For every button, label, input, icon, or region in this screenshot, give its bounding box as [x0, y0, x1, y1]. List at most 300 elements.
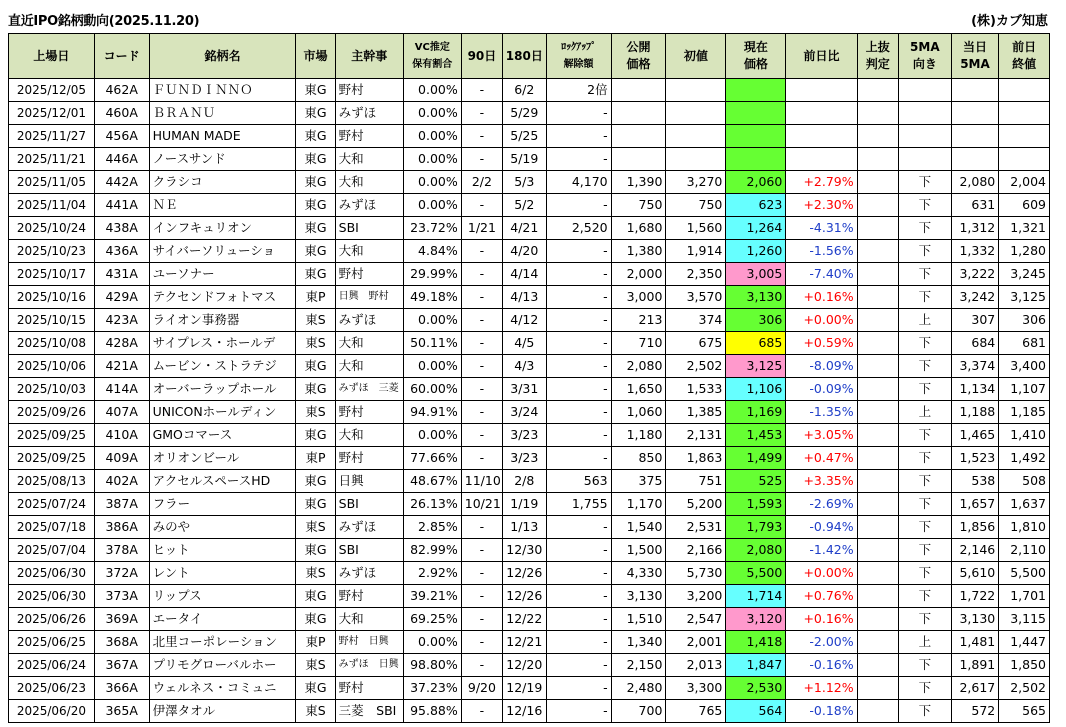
ma5-today-cell: 1,312: [951, 217, 999, 240]
stock-name-cell: フラー: [149, 493, 296, 516]
current-price-cell: 1,418: [726, 631, 786, 654]
column-header: [403, 34, 461, 79]
stock-name-cell: アクセルスペースHD: [149, 470, 296, 493]
stock-name-cell: ウェルネス・コミュニ: [149, 677, 296, 700]
first-price-cell: 2,001: [666, 631, 726, 654]
lockup-90d-cell: -: [461, 263, 502, 286]
market-cell: 東G: [296, 470, 335, 493]
lead-broker-cell: 野村: [335, 447, 403, 470]
ipo-price-cell: [611, 102, 666, 125]
daily-change-cell: [786, 148, 857, 171]
column-header: [898, 34, 951, 79]
stock-name-cell: オーバーラップホール: [149, 378, 296, 401]
breakout-judge-cell: [857, 424, 898, 447]
current-price-cell: 3,130: [726, 286, 786, 309]
daily-change-cell: +2.30%: [786, 194, 857, 217]
market-cell: 東G: [296, 585, 335, 608]
column-header-label: 価格: [626, 57, 651, 71]
current-price-cell: 306: [726, 309, 786, 332]
breakout-judge-cell: [857, 148, 898, 171]
lead-broker-cell: SBI: [335, 217, 403, 240]
vc-ratio-cell: 23.72%: [403, 217, 461, 240]
vc-ratio-cell: 0.00%: [403, 309, 461, 332]
stock-code-cell: 414A: [94, 378, 149, 401]
lockup-90d-cell: -: [461, 79, 502, 102]
table-row: [9, 470, 1050, 493]
prev-close-cell: 1,410: [999, 424, 1050, 447]
lockup-180d-cell: 12/19: [503, 677, 546, 700]
ma5-direction-cell: 下: [898, 240, 951, 263]
column-header-label: 上場日: [33, 48, 70, 63]
lockup-90d-cell: -: [461, 378, 502, 401]
vc-ratio-cell: 60.00%: [403, 378, 461, 401]
lockup-90d-cell: -: [461, 516, 502, 539]
daily-change-cell: -0.94%: [786, 516, 857, 539]
column-header: [999, 34, 1050, 79]
lockup-180d-cell: 12/30: [503, 539, 546, 562]
daily-change-cell: +0.47%: [786, 447, 857, 470]
lockup-180d-cell: 12/22: [503, 608, 546, 631]
column-header: [951, 34, 999, 79]
ma5-direction-cell: 下: [898, 700, 951, 723]
prev-close-cell: 3,400: [999, 355, 1050, 378]
breakout-judge-cell: [857, 102, 898, 125]
lockup-180d-cell: 5/19: [503, 148, 546, 171]
breakout-judge-cell: [857, 171, 898, 194]
lockup-180d-cell: 6/2: [503, 79, 546, 102]
daily-change-cell: -1.35%: [786, 401, 857, 424]
lead-broker-cell: 大和: [335, 424, 403, 447]
first-price-cell: 1,385: [666, 401, 726, 424]
market-cell: 東P: [296, 447, 335, 470]
column-header: [503, 34, 546, 79]
lockup-release-cell: -: [546, 102, 611, 125]
stock-code-cell: 402A: [94, 470, 149, 493]
ma5-direction-cell: 下: [898, 677, 951, 700]
stock-name-cell: ライオン事務器: [149, 309, 296, 332]
table-row: [9, 378, 1050, 401]
table-row: [9, 516, 1050, 539]
publisher-name: (株)カブ知恵: [971, 14, 1048, 29]
listing-date-cell: 2025/10/17: [9, 263, 95, 286]
listing-date-cell: 2025/09/25: [9, 447, 95, 470]
ipo-price-cell: 1,380: [611, 240, 666, 263]
lockup-90d-cell: -: [461, 194, 502, 217]
lockup-release-cell: -: [546, 539, 611, 562]
stock-name-cell: ＦＵＮＤＩＮＮＯ: [149, 79, 296, 102]
prev-close-cell: 565: [999, 700, 1050, 723]
ipo-price-cell: 2,000: [611, 263, 666, 286]
first-price-cell: 1,533: [666, 378, 726, 401]
stock-name-cell: GMOコマース: [149, 424, 296, 447]
market-cell: 東G: [296, 102, 335, 125]
vc-ratio-cell: 2.92%: [403, 562, 461, 585]
stock-name-cell: みのや: [149, 516, 296, 539]
table-row: [9, 332, 1050, 355]
prev-close-cell: 1,280: [999, 240, 1050, 263]
vc-ratio-cell: 0.00%: [403, 355, 461, 378]
stock-name-cell: サイバーソリューショ: [149, 240, 296, 263]
table-row: [9, 171, 1050, 194]
daily-change-cell: +0.76%: [786, 585, 857, 608]
ma5-direction-cell: 下: [898, 355, 951, 378]
prev-close-cell: 3,245: [999, 263, 1050, 286]
vc-ratio-cell: 48.67%: [403, 470, 461, 493]
breakout-judge-cell: [857, 401, 898, 424]
stock-code-cell: 438A: [94, 217, 149, 240]
lockup-90d-cell: 2/2: [461, 171, 502, 194]
column-header: [857, 34, 898, 79]
current-price-cell: 1,106: [726, 378, 786, 401]
current-price-cell: 1,714: [726, 585, 786, 608]
lockup-180d-cell: 1/13: [503, 516, 546, 539]
stock-name-cell: ＮＥ: [149, 194, 296, 217]
market-cell: 東G: [296, 79, 335, 102]
first-price-cell: 5,200: [666, 493, 726, 516]
column-header-label: コード: [103, 48, 140, 63]
table-header-row: [9, 34, 1050, 79]
ma5-today-cell: [951, 148, 999, 171]
lead-broker-cell: 日興: [335, 470, 403, 493]
column-header-label: 前日比: [803, 48, 840, 63]
market-cell: 東G: [296, 539, 335, 562]
lockup-180d-cell: 12/16: [503, 700, 546, 723]
lead-broker-cell: 野村 日興: [335, 631, 403, 654]
ma5-direction-cell: 下: [898, 516, 951, 539]
daily-change-cell: -2.00%: [786, 631, 857, 654]
lockup-90d-cell: 9/20: [461, 677, 502, 700]
ipo-price-cell: 850: [611, 447, 666, 470]
first-price-cell: 2,547: [666, 608, 726, 631]
vc-ratio-cell: 0.00%: [403, 631, 461, 654]
stock-name-cell: 伊澤タオル: [149, 700, 296, 723]
lockup-release-cell: -: [546, 654, 611, 677]
market-cell: 東S: [296, 401, 335, 424]
breakout-judge-cell: [857, 677, 898, 700]
stock-code-cell: 409A: [94, 447, 149, 470]
prev-close-cell: [999, 102, 1050, 125]
stock-code-cell: 368A: [94, 631, 149, 654]
column-header-label: 銘柄名: [204, 48, 241, 63]
ma5-today-cell: 631: [951, 194, 999, 217]
prev-close-cell: 5,500: [999, 562, 1050, 585]
table-row: [9, 700, 1050, 723]
lead-broker-cell: 野村: [335, 401, 403, 424]
stock-code-cell: 446A: [94, 148, 149, 171]
listing-date-cell: 2025/06/24: [9, 654, 95, 677]
prev-close-cell: 3,125: [999, 286, 1050, 309]
lockup-180d-cell: 4/20: [503, 240, 546, 263]
current-price-cell: 1,793: [726, 516, 786, 539]
market-cell: 東G: [296, 378, 335, 401]
current-price-cell: 564: [726, 700, 786, 723]
market-cell: 東G: [296, 148, 335, 171]
daily-change-cell: [786, 102, 857, 125]
stock-name-cell: プリモグローバルホー: [149, 654, 296, 677]
ma5-direction-cell: 下: [898, 194, 951, 217]
ma5-direction-cell: 下: [898, 263, 951, 286]
daily-change-cell: -0.16%: [786, 654, 857, 677]
listing-date-cell: 2025/07/24: [9, 493, 95, 516]
current-price-cell: 2,080: [726, 539, 786, 562]
stock-code-cell: 441A: [94, 194, 149, 217]
daily-change-cell: [786, 125, 857, 148]
ma5-today-cell: 1,134: [951, 378, 999, 401]
market-cell: 東S: [296, 654, 335, 677]
lockup-release-cell: -: [546, 700, 611, 723]
ipo-price-cell: [611, 125, 666, 148]
listing-date-cell: 2025/06/25: [9, 631, 95, 654]
lockup-180d-cell: 4/21: [503, 217, 546, 240]
stock-code-cell: 431A: [94, 263, 149, 286]
lockup-release-cell: -: [546, 447, 611, 470]
first-price-cell: 3,570: [666, 286, 726, 309]
lead-broker-cell: 日興 野村: [335, 286, 403, 309]
ma5-today-cell: 1,523: [951, 447, 999, 470]
lockup-90d-cell: -: [461, 240, 502, 263]
column-header-label: ﾛｯｸｱｯﾌﾟ: [561, 42, 597, 53]
breakout-judge-cell: [857, 470, 898, 493]
ma5-today-cell: 1,188: [951, 401, 999, 424]
first-price-cell: 1,560: [666, 217, 726, 240]
lockup-90d-cell: -: [461, 608, 502, 631]
lockup-release-cell: 563: [546, 470, 611, 493]
column-header: [461, 34, 502, 79]
prev-close-cell: 306: [999, 309, 1050, 332]
vc-ratio-cell: 0.00%: [403, 79, 461, 102]
daily-change-cell: +0.16%: [786, 608, 857, 631]
vc-ratio-cell: 77.66%: [403, 447, 461, 470]
column-header: [611, 34, 666, 79]
first-price-cell: 3,270: [666, 171, 726, 194]
listing-date-cell: 2025/08/13: [9, 470, 95, 493]
stock-code-cell: 436A: [94, 240, 149, 263]
listing-date-cell: 2025/11/27: [9, 125, 95, 148]
ipo-price-cell: 1,180: [611, 424, 666, 447]
column-header-label: 上抜: [865, 40, 890, 54]
market-cell: 東G: [296, 194, 335, 217]
first-price-cell: 675: [666, 332, 726, 355]
prev-close-cell: 1,850: [999, 654, 1050, 677]
lockup-90d-cell: -: [461, 309, 502, 332]
daily-change-cell: +0.00%: [786, 309, 857, 332]
current-price-cell: [726, 102, 786, 125]
stock-name-cell: オリオンビール: [149, 447, 296, 470]
lockup-180d-cell: 12/26: [503, 562, 546, 585]
current-price-cell: 3,120: [726, 608, 786, 631]
ipo-price-cell: 750: [611, 194, 666, 217]
ma5-today-cell: 3,130: [951, 608, 999, 631]
lead-broker-cell: 大和: [335, 171, 403, 194]
table-row: [9, 585, 1050, 608]
lockup-180d-cell: 5/3: [503, 171, 546, 194]
daily-change-cell: +2.79%: [786, 171, 857, 194]
column-header: [546, 34, 611, 79]
lockup-90d-cell: -: [461, 562, 502, 585]
ma5-direction-cell: 下: [898, 378, 951, 401]
lockup-release-cell: -: [546, 424, 611, 447]
lockup-180d-cell: 2/8: [503, 470, 546, 493]
ma5-direction-cell: 下: [898, 171, 951, 194]
prev-close-cell: 1,447: [999, 631, 1050, 654]
ma5-today-cell: 3,242: [951, 286, 999, 309]
lead-broker-cell: みずほ 日興: [335, 654, 403, 677]
listing-date-cell: 2025/12/05: [9, 79, 95, 102]
vc-ratio-cell: 0.00%: [403, 194, 461, 217]
lockup-90d-cell: -: [461, 700, 502, 723]
stock-code-cell: 460A: [94, 102, 149, 125]
ma5-today-cell: 3,222: [951, 263, 999, 286]
ma5-direction-cell: 下: [898, 608, 951, 631]
ma5-today-cell: 307: [951, 309, 999, 332]
column-header: [296, 34, 335, 79]
lead-broker-cell: 野村: [335, 585, 403, 608]
stock-name-cell: 北里コーポレーション: [149, 631, 296, 654]
ipo-price-cell: 3,000: [611, 286, 666, 309]
ipo-price-cell: 2,080: [611, 355, 666, 378]
vc-ratio-cell: 49.18%: [403, 286, 461, 309]
lockup-release-cell: 2,520: [546, 217, 611, 240]
stock-name-cell: サイプレス・ホールデ: [149, 332, 296, 355]
lead-broker-cell: 大和: [335, 355, 403, 378]
ipo-price-cell: 1,060: [611, 401, 666, 424]
first-price-cell: 3,300: [666, 677, 726, 700]
ipo-table: [8, 33, 1050, 723]
column-header: [9, 34, 95, 79]
lockup-180d-cell: 12/20: [503, 654, 546, 677]
lockup-90d-cell: -: [461, 585, 502, 608]
lead-broker-cell: 大和: [335, 148, 403, 171]
listing-date-cell: 2025/07/18: [9, 516, 95, 539]
ma5-direction-cell: 下: [898, 585, 951, 608]
lockup-release-cell: -: [546, 194, 611, 217]
vc-ratio-cell: 95.88%: [403, 700, 461, 723]
prev-close-cell: [999, 148, 1050, 171]
current-price-cell: 1,453: [726, 424, 786, 447]
breakout-judge-cell: [857, 79, 898, 102]
listing-date-cell: 2025/09/26: [9, 401, 95, 424]
prev-close-cell: 609: [999, 194, 1050, 217]
lockup-90d-cell: -: [461, 148, 502, 171]
market-cell: 東P: [296, 631, 335, 654]
ma5-direction-cell: 上: [898, 401, 951, 424]
listing-date-cell: 2025/10/06: [9, 355, 95, 378]
vc-ratio-cell: 94.91%: [403, 401, 461, 424]
column-header-label: 価格: [743, 57, 768, 71]
column-header-label: VC推定: [414, 42, 450, 53]
ma5-today-cell: 2,146: [951, 539, 999, 562]
table-row: [9, 125, 1050, 148]
current-price-cell: [726, 148, 786, 171]
lockup-180d-cell: 5/25: [503, 125, 546, 148]
lead-broker-cell: 野村: [335, 677, 403, 700]
lead-broker-cell: SBI: [335, 539, 403, 562]
lead-broker-cell: 大和: [335, 608, 403, 631]
column-header: [94, 34, 149, 79]
lockup-release-cell: -: [546, 401, 611, 424]
stock-name-cell: HUMAN MADE: [149, 125, 296, 148]
ipo-price-cell: [611, 148, 666, 171]
vc-ratio-cell: 69.25%: [403, 608, 461, 631]
ipo-price-cell: 1,500: [611, 539, 666, 562]
current-price-cell: 3,125: [726, 355, 786, 378]
ipo-price-cell: 1,650: [611, 378, 666, 401]
lockup-release-cell: 4,170: [546, 171, 611, 194]
first-price-cell: 751: [666, 470, 726, 493]
prev-close-cell: 1,321: [999, 217, 1050, 240]
lead-broker-cell: みずほ: [335, 562, 403, 585]
lockup-release-cell: -: [546, 332, 611, 355]
daily-change-cell: -0.18%: [786, 700, 857, 723]
prev-close-cell: 1,810: [999, 516, 1050, 539]
lockup-90d-cell: -: [461, 539, 502, 562]
breakout-judge-cell: [857, 654, 898, 677]
first-price-cell: 2,531: [666, 516, 726, 539]
stock-name-cell: ヒット: [149, 539, 296, 562]
breakout-judge-cell: [857, 286, 898, 309]
current-price-cell: [726, 79, 786, 102]
market-cell: 東G: [296, 355, 335, 378]
lockup-90d-cell: -: [461, 286, 502, 309]
lockup-release-cell: -: [546, 562, 611, 585]
table-row: [9, 654, 1050, 677]
page-title: 直近IPO銘柄動向(2025.11.20): [8, 14, 200, 29]
stock-code-cell: 429A: [94, 286, 149, 309]
daily-change-cell: +1.12%: [786, 677, 857, 700]
listing-date-cell: 2025/12/01: [9, 102, 95, 125]
lockup-90d-cell: -: [461, 447, 502, 470]
prev-close-cell: [999, 79, 1050, 102]
lockup-90d-cell: -: [461, 332, 502, 355]
first-price-cell: 5,730: [666, 562, 726, 585]
lockup-180d-cell: 4/13: [503, 286, 546, 309]
ma5-today-cell: 1,891: [951, 654, 999, 677]
table-row: [9, 102, 1050, 125]
breakout-judge-cell: [857, 355, 898, 378]
listing-date-cell: 2025/11/04: [9, 194, 95, 217]
current-price-cell: 685: [726, 332, 786, 355]
market-cell: 東G: [296, 217, 335, 240]
ma5-today-cell: 2,617: [951, 677, 999, 700]
stock-name-cell: ノースサンド: [149, 148, 296, 171]
ma5-direction-cell: [898, 125, 951, 148]
lead-broker-cell: みずほ: [335, 309, 403, 332]
lockup-180d-cell: 4/14: [503, 263, 546, 286]
prev-close-cell: 1,637: [999, 493, 1050, 516]
ipo-price-cell: 710: [611, 332, 666, 355]
listing-date-cell: 2025/10/16: [9, 286, 95, 309]
listing-date-cell: 2025/10/23: [9, 240, 95, 263]
vc-ratio-cell: 0.00%: [403, 102, 461, 125]
ma5-direction-cell: 下: [898, 424, 951, 447]
lockup-180d-cell: 3/24: [503, 401, 546, 424]
listing-date-cell: 2025/06/30: [9, 585, 95, 608]
vc-ratio-cell: 50.11%: [403, 332, 461, 355]
column-header-label: 主幹事: [351, 48, 388, 63]
current-price-cell: 2,060: [726, 171, 786, 194]
ma5-direction-cell: [898, 102, 951, 125]
stock-code-cell: 372A: [94, 562, 149, 585]
stock-code-cell: 428A: [94, 332, 149, 355]
ma5-direction-cell: 下: [898, 654, 951, 677]
breakout-judge-cell: [857, 631, 898, 654]
daily-change-cell: +0.16%: [786, 286, 857, 309]
ma5-today-cell: [951, 102, 999, 125]
breakout-judge-cell: [857, 240, 898, 263]
ma5-direction-cell: 下: [898, 562, 951, 585]
listing-date-cell: 2025/06/30: [9, 562, 95, 585]
ma5-today-cell: 1,465: [951, 424, 999, 447]
